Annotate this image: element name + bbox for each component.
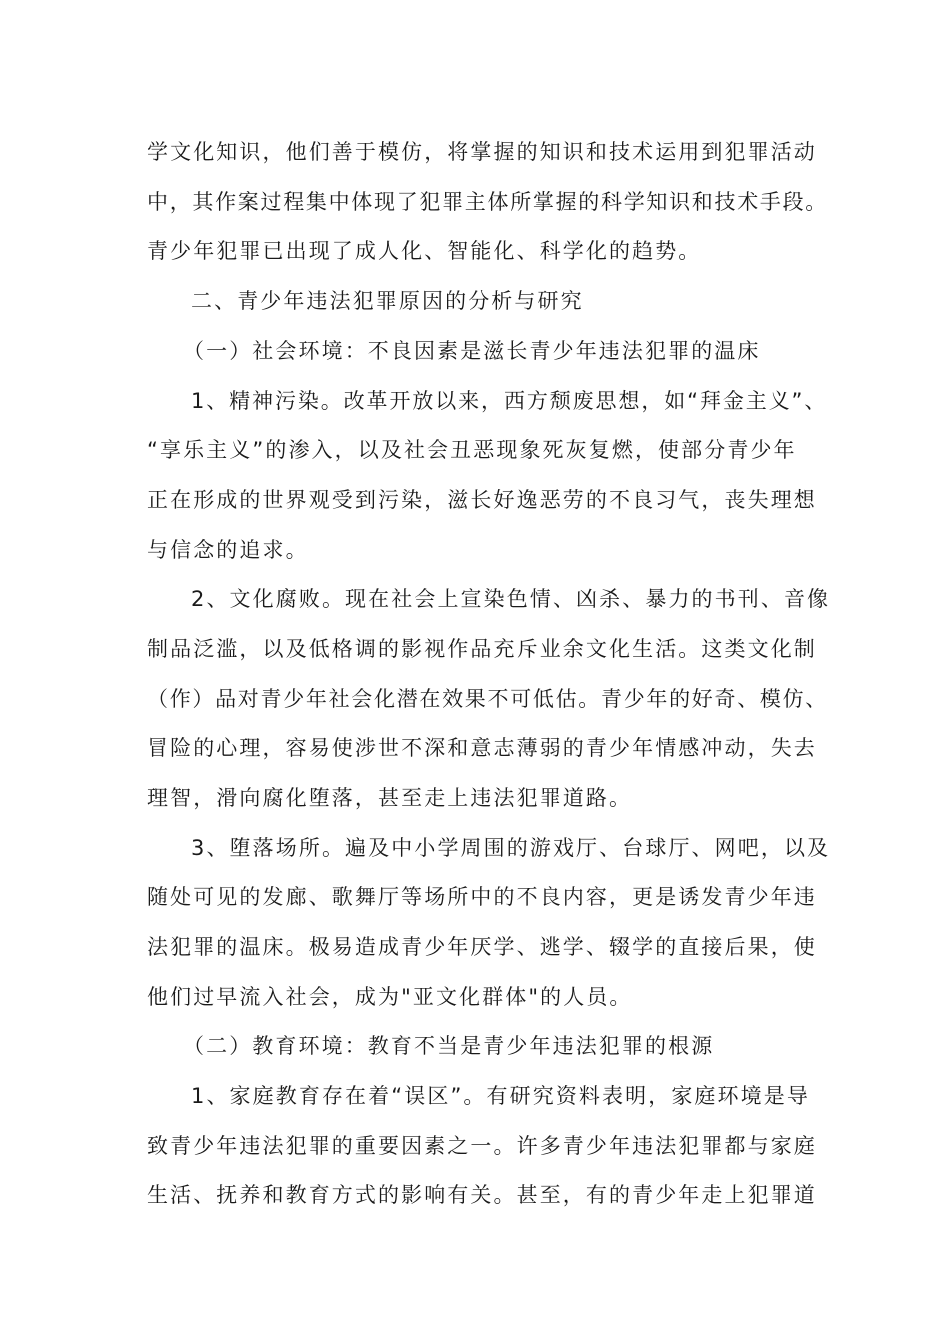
body-line: 与信念的追求。 [147,538,309,562]
body-line: 1、精神污染。改革开放以来，西方颓废思想，如“拜金主义”、 [191,389,828,413]
body-line: 冒险的心理，容易使涉世不深和意志薄弱的青少年情感冲动，失去 [147,736,817,760]
body-line: 1、家庭教育存在着“误区”。有研究资料表明，家庭环境是导 [191,1084,810,1108]
body-line: 随处可见的发廊、歌舞厅等场所中的不良内容，更是诱发青少年违 [147,885,817,909]
body-line: 理智，滑向腐化堕落，甚至走上违法犯罪道路。 [147,786,633,810]
body-line: （作）品对青少年社会化潜在效果不可低估。青少年的好奇、模仿、 [147,687,828,711]
body-line: 中，其作案过程集中体现了犯罪主体所掌握的科学知识和技术手段。 [147,190,828,214]
body-line: 生活、抚养和教育方式的影响有关。甚至，有的青少年走上犯罪道 [147,1183,817,1207]
body-line: 法犯罪的温床。极易造成青少年厌学、逃学、辍学的直接后果，使 [147,935,817,959]
subsection-heading: （二）教育环境：教育不当是青少年违法犯罪的根源 [183,1034,715,1058]
body-line: 3、堕落场所。遍及中小学周围的游戏厅、台球厅、网吧，以及 [191,836,831,860]
body-line: 青少年犯罪已出现了成人化、智能化、科学化的趋势。 [147,239,702,263]
subsection-heading: （一）社会环境：不良因素是滋长青少年违法犯罪的温床 [183,339,761,363]
body-line: 致青少年违法犯罪的重要因素之一。许多青少年违法犯罪都与家庭 [147,1134,817,1158]
section-heading: 二、青少年违法犯罪原因的分析与研究 [191,289,584,313]
body-line: 2、文化腐败。现在社会上宣染色情、凶杀、暴力的书刊、音像 [191,587,831,611]
body-line: “享乐主义”的渗入，以及社会丑恶现象死灰复燃，使部分青少年 [147,438,797,462]
body-line: 他们过早流入社会，成为"亚文化群体"的人员。 [147,985,633,1009]
body-line: 制品泛滥，以及低格调的影视作品充斥业余文化生活。这类文化制 [147,637,817,661]
body-line: 正在形成的世界观受到污染，滋长好逸恶劳的不良习气，丧失理想 [147,488,817,512]
body-line: 学文化知识，他们善于模仿，将掌握的知识和技术运用到犯罪活动 [147,140,817,164]
